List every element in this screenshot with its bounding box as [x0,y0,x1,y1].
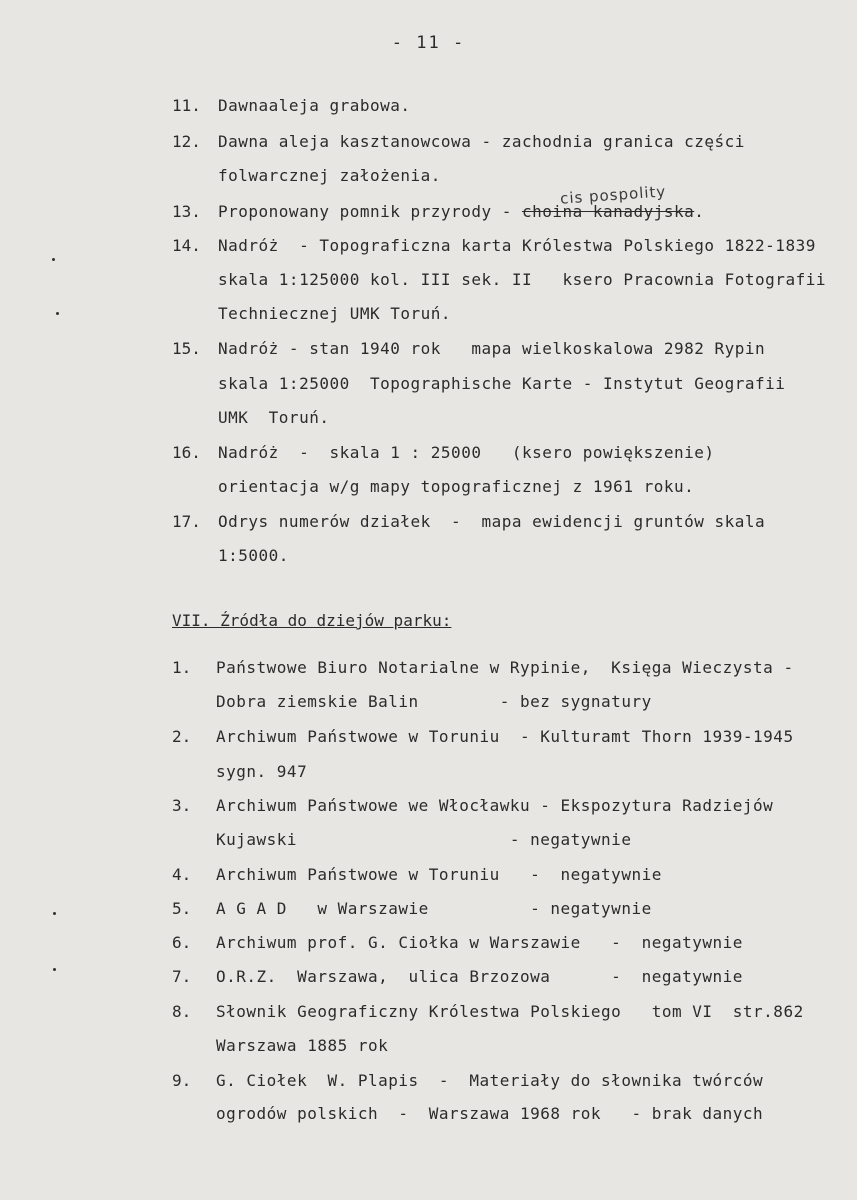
list-item-number: 17. [172,512,201,531]
list-item-text: Kujawski - negatywnie [216,830,632,849]
list-item-text: 1:5000. [218,546,289,565]
list-item-text: Dobra ziemskie Balin - bez sygnatury [216,692,652,711]
list-item-number: 2. [172,727,192,746]
item-text-part: . [694,202,705,221]
list-item-text: A G A D w Warszawie - negatywnie [216,899,652,918]
list-item-number: 4. [172,865,192,884]
list-item-text: Techniecznej UMK Toruń. [218,304,452,323]
list-item-text: Nadróż - Topograficzna karta Królestwa Polskiego 1822-1839 [218,236,816,255]
list-item-text: Archiwum prof. G. Ciołka w Warszawie - negatywnie [216,933,743,952]
list-item-number: 14. [172,236,201,255]
list-item-text: folwarcznej założenia. [218,166,441,185]
list-item-text [218,202,704,221]
list-item-text: Słownik Geograficzny Królestwa Polskiego tom VI str.862 [216,1002,804,1021]
struck-text: choina kanadyjska [521,202,695,221]
list-item-text: Państwowe Biuro Notarialne w Rypinie, Księga Wieczysta - [216,658,794,677]
list-item-number: 11. [172,96,201,115]
list-item-text: UMK Toruń. [218,408,330,427]
list-item-text: Archiwum Państwowe we Włocławku - Ekspozytura Radziejów [216,796,774,815]
list-item-number: 8. [172,1002,192,1021]
list-item-number: 9. [172,1071,192,1090]
list-item-text: Dawnaaleja grabowa. [218,96,411,115]
list-item-text: Odrys numerów działek - mapa ewidencji gruntów skala [218,512,766,531]
list-item-text: orientacja w/g mapy topograficznej z 1961 roku. [218,477,695,496]
item-text-part: Proponowany pomnik przyrody - [218,202,522,221]
list-item-text: sygn. 947 [216,762,308,781]
list-item-text: Nadróż - stan 1940 rok mapa wielkoskalowa 2982 Rypin [218,339,766,358]
list-item-number: 1. [172,658,192,677]
list-item-text: skala 1:125000 kol. III sek. II ksero Pracownia Fotografii [218,270,826,289]
list-item-number: 6. [172,933,192,952]
list-item-text: Archiwum Państwowe w Toruniu - Kulturamt Thorn 1939-1945 [216,727,794,746]
scan-speck [53,968,56,971]
list-item-number: 16. [172,443,201,462]
list-item-text: Dawna aleja kasztanowcowa - zachodnia granica części [218,132,745,151]
list-item-text: Nadróż - skala 1 : 25000 (ksero powiększenie) [218,443,715,462]
scan-speck [52,258,55,261]
list-item-number: 13. [172,202,201,221]
list-item-text: G. Ciołek W. Plapis - Materiały do słownika twórców [216,1071,764,1090]
section-heading: VII. Źródła do dziejów parku: [172,611,452,630]
list-item-text: skala 1:25000 Topographische Karte - Instytut Geografii [218,374,786,393]
scan-speck [56,312,59,315]
list-item-number: 5. [172,899,192,918]
handwritten-note: cis pospolity [559,182,667,208]
list-item-text: ogrodów polskich - Warszawa 1968 rok - brak danych [216,1104,764,1123]
page-number: - 11 - [391,33,466,53]
list-item-number: 12. [172,132,201,151]
list-item-text: O.R.Z. Warszawa, ulica Brzozowa - negatywnie [216,967,743,986]
list-item-text: Archiwum Państwowe w Toruniu - negatywnie [216,865,662,884]
list-item-number: 3. [172,796,192,815]
list-item-number: 15. [172,339,201,358]
list-item-number: 7. [172,967,192,986]
list-item-text: Warszawa 1885 rok [216,1036,389,1055]
scan-speck [53,912,56,915]
